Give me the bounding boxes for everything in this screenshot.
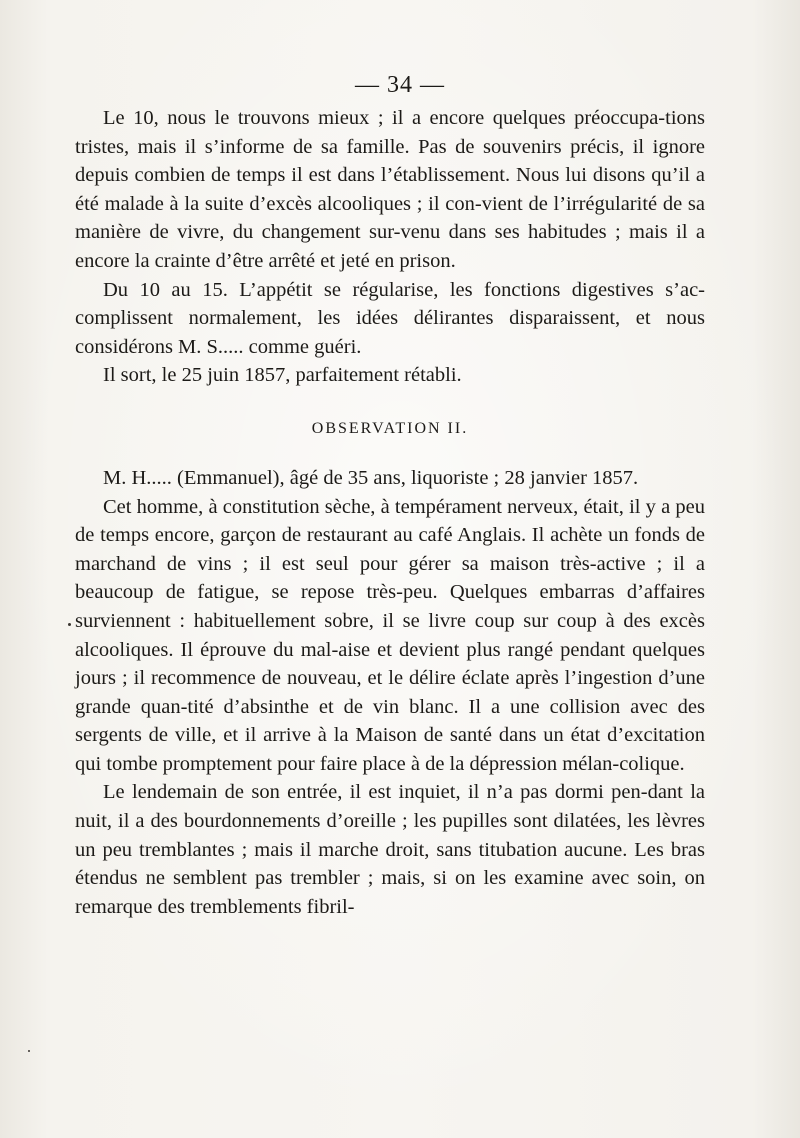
paragraph-1: Le 10, nous le trouvons mieux ; il a encore quelques préoccupa-tions tristes, mais il s’informe de sa famille. Pas de souvenirs précis, il ignore depuis combien de temps il est dans l’établissement. Nous lui disons qu’il a été malade à la suite d’excès alcooliques ; il con-vient de l’irrégularité de sa manière de vivre, du changement sur-venu dans ses habitudes ; mais il a encore la crainte d’être arrêté et jeté en prison. (75, 107, 705, 272)
paragraph-5: Cet homme, à constitution sèche, à tempérament nerveux, était, il y a peu de temps encore, garçon de restaurant au café Anglais. Il achète un fonds de marchand de vins ; il est seul pour gérer sa maison très-active ; il a beaucoup de fatigue, se repose très-peu. Quelques embarras d’affaires surviennent : habituellement sobre, il se livre coup sur coup à des excès alcooliques. Il éprouve du mal-aise et devient plus rangé pendant quelques jours ; il recommence de nouveau, et le délire éclate après l’ingestion d’une grande quan-tité d’absinthe et de vin blanc. Il a une collision avec des sergents de ville, et il arrive à la Maison de santé dans un état d’excitation qui tombe promptement pour faire place à de la dépression mélan-colique. (75, 495, 705, 775)
observation-heading: OBSERVATION II. (311, 419, 469, 437)
margin-speck (68, 623, 71, 626)
margin-speck (28, 1050, 30, 1052)
paragraph-3: Il sort, le 25 juin 1857, parfaitement rétabli. (103, 364, 462, 387)
paragraph-4: M. H..... (Emmanuel), âgé de 35 ans, liquoriste ; 28 janvier 1857. (103, 466, 639, 489)
paragraph-6: Le lendemain de son entrée, il est inquiet, il n’a pas dormi pen-dant la nuit, il a des bourdonnements d’oreille ; les pupilles sont dilatées, les lèvres un peu tremblantes ; mais il marche droit, sans titubation aucune. Les bras étendus ne semblent pas trembler ; mais, si on les examine avec soin, on remarque des tremblements fibril- (75, 781, 705, 918)
page-number: — 34 — (355, 72, 445, 98)
body-text (75, 104, 705, 921)
paragraph-2: Du 10 au 15. L’appétit se régularise, les fonctions digestives s’ac-complissent normalement, les idées délirantes disparaissent, et nous considérons M. S..... comme guéri. (75, 278, 705, 358)
